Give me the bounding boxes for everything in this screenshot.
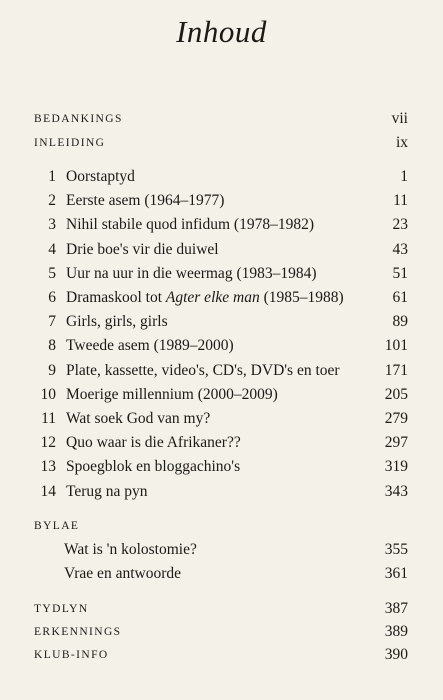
chapter-title: Drie boe's vir die duiwel xyxy=(66,240,219,258)
chapter-entry xyxy=(34,408,408,430)
toc-entry-bedankings xyxy=(34,108,408,130)
toc-entry-erkennings xyxy=(34,621,408,643)
chapter-title: Spoegblok en bloggachino's xyxy=(66,458,241,476)
chapter-entry xyxy=(34,360,408,382)
entry-label: Vrae en antwoorde xyxy=(64,565,181,582)
chapter-title: Moerige millennium (2000–2009) xyxy=(66,385,278,403)
chapter-title: Terug na pyn xyxy=(66,482,148,500)
chapter-number: 10 xyxy=(40,385,56,403)
chapter-number: 3 xyxy=(48,216,56,234)
chapter-title: Wat soek God van my? xyxy=(66,410,211,427)
chapter-entry xyxy=(34,263,408,285)
chapter-page: 23 xyxy=(392,216,408,234)
entry-page: 355 xyxy=(384,541,408,558)
appendix-heading: BYLAE xyxy=(34,520,80,532)
chapter-number: 7 xyxy=(48,313,56,331)
chapter-entry xyxy=(34,432,408,454)
chapter-entry xyxy=(34,214,408,236)
chapter-title: Uur na uur in die weermag (1983–1984) xyxy=(66,264,317,282)
toc-entry-tydlyn xyxy=(34,598,408,620)
chapter-number: 2 xyxy=(48,192,56,210)
appendix-entry xyxy=(64,563,408,585)
chapter-page: 1 xyxy=(400,168,408,185)
chapter-entry xyxy=(34,456,408,478)
entry-page: ix xyxy=(395,134,408,151)
chapter-title: Nihil stabile quod infidum (1978–1982) xyxy=(66,216,314,234)
chapter-title: Eerste asem (1964–1977) xyxy=(66,192,225,210)
entry-label: BEDANKINGS xyxy=(34,113,123,125)
entry-label: KLUB-INFO xyxy=(34,649,109,661)
entry-label: ERKENNINGS xyxy=(34,626,122,638)
chapter-entry xyxy=(34,166,408,188)
chapter-number: 4 xyxy=(48,240,56,258)
chapter-page: 61 xyxy=(392,289,408,306)
chapter-title: Dramaskool tot Agter elke man (1985–1988) xyxy=(66,289,344,306)
chapter-page: 101 xyxy=(384,337,408,355)
entry-label: INLEIDING xyxy=(34,137,106,149)
chapter-number: 6 xyxy=(48,289,56,306)
chapter-entry xyxy=(34,384,408,406)
chapter-number: 1 xyxy=(48,168,56,185)
page-title: Inhoud xyxy=(176,14,267,49)
toc-entry-inleiding xyxy=(34,132,408,154)
entry-page: vii xyxy=(391,110,408,127)
chapter-entry xyxy=(34,335,408,357)
chapter-page: 343 xyxy=(384,482,408,500)
appendix-entry xyxy=(64,539,408,561)
entry-label: TYDLYN xyxy=(34,603,89,615)
chapter-page: 89 xyxy=(392,313,408,331)
chapter-page: 171 xyxy=(384,361,408,379)
chapter-entry xyxy=(34,287,408,309)
chapter-number: 13 xyxy=(40,458,56,476)
chapter-entry xyxy=(34,239,408,261)
entry-page: 361 xyxy=(384,565,408,582)
chapter-title: Quo waar is die Afrikaner?? xyxy=(66,434,241,452)
chapter-title: Plate, kassette, video's, CD's, DVD's en toer xyxy=(66,361,340,379)
toc-entry-klub-info xyxy=(34,644,408,666)
chapter-entry xyxy=(34,190,408,212)
chapter-number: 8 xyxy=(48,337,56,355)
chapter-page: 279 xyxy=(384,410,408,427)
chapter-title: Girls, girls, girls xyxy=(66,313,168,331)
chapter-page: 297 xyxy=(384,434,408,452)
entry-page: 387 xyxy=(384,600,408,617)
chapter-number: 9 xyxy=(48,361,56,379)
chapter-entry xyxy=(34,481,408,503)
chapter-page: 319 xyxy=(384,458,408,476)
chapter-number: 12 xyxy=(40,434,56,452)
chapter-page: 43 xyxy=(392,240,408,258)
chapter-page: 205 xyxy=(384,385,408,403)
chapter-number: 14 xyxy=(40,482,56,500)
entry-page: 390 xyxy=(384,646,408,663)
chapter-number: 11 xyxy=(41,410,56,427)
chapter-number: 5 xyxy=(48,264,56,282)
chapter-title: Tweede asem (1989–2000) xyxy=(66,337,234,355)
entry-page: 389 xyxy=(384,623,408,640)
chapter-page: 51 xyxy=(392,264,408,282)
chapter-page: 11 xyxy=(393,192,408,210)
chapter-entry xyxy=(34,311,408,333)
chapter-title: Oorstaptyd xyxy=(66,168,135,185)
entry-label: Wat is 'n kolostomie? xyxy=(64,541,197,558)
